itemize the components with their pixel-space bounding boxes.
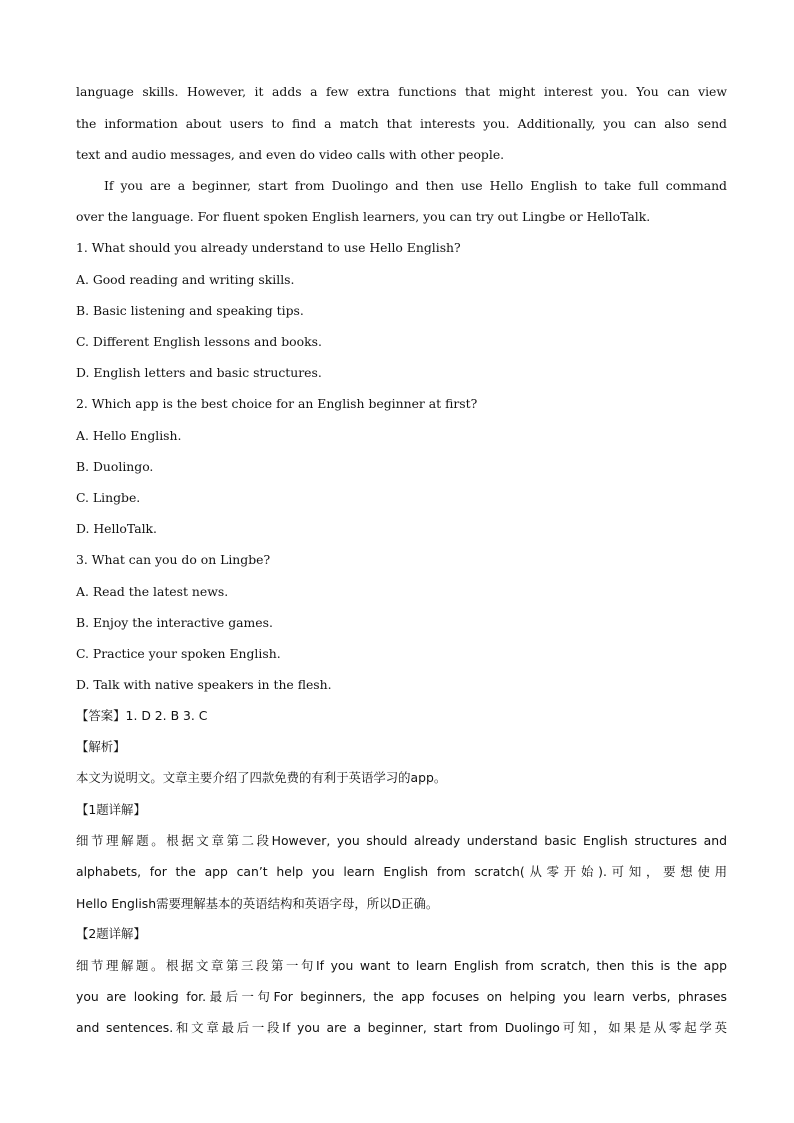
question-1-detail-line: Hello English需要理解基本的英语结构和英语字母，所以D正确。 [76, 896, 439, 911]
answer-key: 【答案】1. D 2. B 3. C [76, 708, 208, 723]
passage-line: over the language. For fluent spoken English learners, you can try out Lingbe or HelloTalk. [76, 209, 651, 224]
question-2-option-b: B. Duolingo. [76, 459, 154, 474]
passage-line: the information about users to find a match that interests you. Additionally, you can also send [76, 116, 727, 131]
question-2: 2. Which app is the best choice for an English beginner at first? [76, 396, 478, 411]
question-1-option-a: A. Good reading and writing skills. [76, 272, 295, 287]
question-2-detail-heading: 【2题详解】 [76, 926, 146, 941]
passage-line: text and audio messages, and even do video calls with other people. [76, 147, 505, 162]
question-2-option-c: C. Lingbe. [76, 490, 141, 505]
question-3-option-a: A. Read the latest news. [76, 584, 229, 599]
question-1-detail-line: 细节理解题。根据文章第二段However, you should already understand basic English structures and [76, 833, 727, 848]
question-1-detail-line: alphabets, for the app can’t help you learn English from scratch(从零开始).可知，要想使用 [76, 864, 727, 879]
question-2-detail-line: 细节理解题。根据文章第三段第一句If you want to learn English from scratch, then this is the app [76, 958, 727, 973]
analysis-summary: 本文为说明文。文章主要介绍了四款免费的有利于英语学习的app。 [76, 770, 447, 785]
question-3-option-d: D. Talk with native speakers in the flesh. [76, 677, 332, 692]
question-3-option-b: B. Enjoy the interactive games. [76, 615, 273, 630]
question-1-option-d: D. English letters and basic structures. [76, 365, 322, 380]
question-1-option-c: C. Different English lessons and books. [76, 334, 322, 349]
question-1-detail-heading: 【1题详解】 [76, 802, 146, 817]
question-2-option-a: A. Hello English. [76, 428, 182, 443]
passage-line: If you are a beginner, start from Duolingo and then use Hello English to take full command [104, 178, 727, 193]
question-2-option-d: D. HelloTalk. [76, 521, 157, 536]
question-2-detail-line: you are looking for.最后一句For beginners, the app focuses on helping you learn verbs, phrases [76, 989, 727, 1004]
question-3-option-c: C. Practice your spoken English. [76, 646, 281, 661]
analysis-heading: 【解析】 [76, 739, 126, 754]
question-1-option-b: B. Basic listening and speaking tips. [76, 303, 304, 318]
passage-line: language skills. However, it adds a few extra functions that might interest you. You can view [76, 84, 727, 99]
question-1: 1. What should you already understand to use Hello English? [76, 240, 461, 255]
question-3: 3. What can you do on Lingbe? [76, 552, 271, 567]
question-2-detail-line: and sentences.和文章最后一段If you are a beginner, start from Duolingo可知，如果是从零起学英 [76, 1020, 727, 1035]
